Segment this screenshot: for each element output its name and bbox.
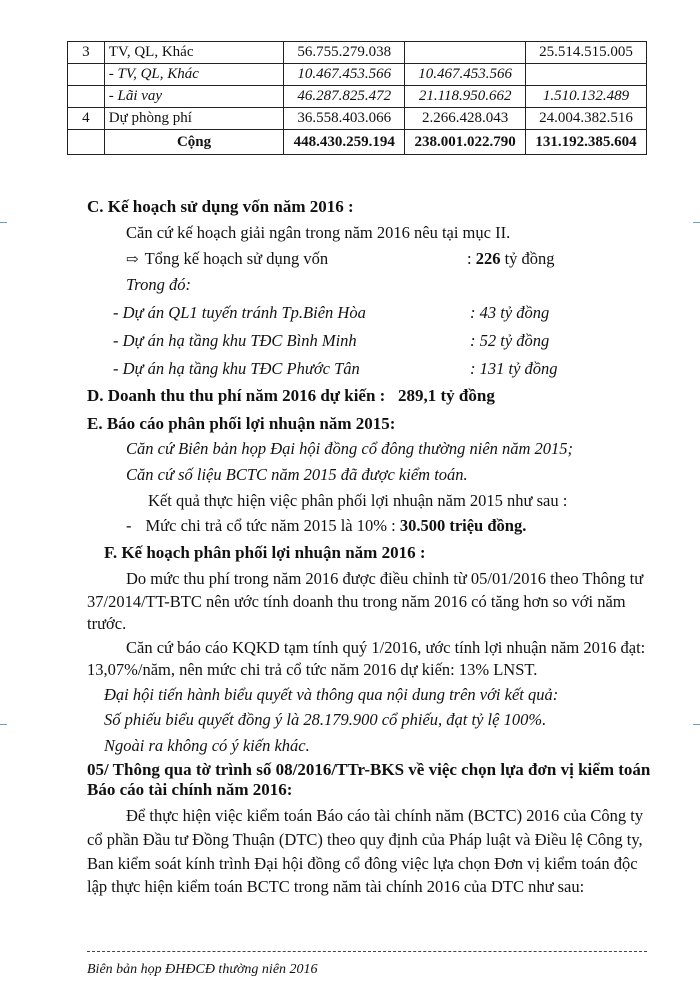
project-label: - Dự án QL1 tuyến tránh Tp.Biên Hòa <box>113 303 366 322</box>
vote-line-3: Ngoài ra không có ý kiến khác. <box>104 736 310 755</box>
row-value-3: 1.510.132.489 <box>526 86 647 108</box>
row-value-3: 24.004.382.516 <box>526 108 647 130</box>
total-value-3: 131.192.385.604 <box>526 130 647 155</box>
table-row <box>68 86 647 108</box>
section-c-intro: Căn cứ kế hoạch giải ngân trong năm 2016 nêu tại mục II. <box>126 223 511 242</box>
scan-edge-mark <box>693 222 700 223</box>
total-value-2: 238.001.022.790 <box>405 130 526 155</box>
row-value-2: 10.467.453.566 <box>405 64 526 86</box>
footer-divider <box>87 951 647 952</box>
total-label-text: Tổng kế hoạch sử dụng vốn <box>144 249 329 268</box>
section-05-heading-line-1: 05/ Thông qua tờ trình số 08/2016/TTr-BKS về việc chọn lựa đơn vị kiểm toán <box>87 760 651 779</box>
row-name: Dự phòng phí <box>104 108 284 130</box>
project-label: - Dự án hạ tầng khu TĐC Bình Minh <box>113 331 357 350</box>
section-f-p2-line-2: 13,07%/năm, nên mức chi trả cổ tức năm 2016 dự kiến: 13% LNST. <box>87 660 538 679</box>
section-c-total-value <box>467 249 555 269</box>
table-row <box>68 64 647 86</box>
section-d-heading: D. Doanh thu thu phí năm 2016 dự kiến : <box>87 386 386 405</box>
section-c-heading: C. Kế hoạch sử dụng vốn năm 2016 : <box>87 197 354 216</box>
row-number <box>68 86 105 108</box>
dividend-amount: 30.500 triệu đồng. <box>399 516 527 535</box>
scan-edge-mark <box>693 724 700 725</box>
section-05-p-line-2: cổ phần Đầu tư Đồng Thuận (DTC) theo quy định của Pháp luật và Điều lệ Công ty, <box>87 830 643 849</box>
project-label: - Dự án hạ tầng khu TĐC Phước Tân <box>113 359 360 378</box>
row-name: - TV, QL, Khác <box>104 64 284 86</box>
total-number <box>68 130 105 155</box>
row-value-1: 46.287.825.472 <box>284 86 405 108</box>
row-number <box>68 64 105 86</box>
row-value-1: 56.755.279.038 <box>284 42 405 64</box>
scan-edge-mark <box>0 222 7 223</box>
project-value: : 52 tỷ đồng <box>470 331 550 350</box>
vote-line-2: Số phiếu biểu quyết đồng ý là 28.179.900 cổ phiếu, đạt tỷ lệ 100%. <box>104 710 547 729</box>
section-c-total-label <box>126 249 328 269</box>
total-value-1: 448.430.259.194 <box>284 130 405 155</box>
total-number: 226 <box>475 249 501 268</box>
row-number: 3 <box>68 42 105 64</box>
budget-table <box>67 41 647 155</box>
vote-line-1: Đại hội tiến hành biểu quyết và thông qua nội dung trên với kết quả: <box>104 685 559 704</box>
section-c-trong-do: Trong đó: <box>126 275 191 294</box>
section-f-p2-line-1: Căn cứ báo cáo KQKD tạm tính quý 1/2016, ước tính lợi nhuận năm 2016 đạt: <box>126 638 646 657</box>
row-value-1: 10.467.453.566 <box>284 64 405 86</box>
total-prefix: : <box>467 249 476 268</box>
section-e-line-3: Kết quả thực hiện việc phân phối lợi nhuận năm 2015 như sau : <box>148 491 568 510</box>
dividend-text: Mức chi trả cổ tức năm 2015 là 10% : <box>145 516 400 535</box>
section-e-line-2: Căn cứ số liệu BCTC năm 2015 đã được kiểm toán. <box>126 465 468 484</box>
table-row <box>68 42 647 64</box>
section-05-p-line-3: Ban kiểm soát kính trình Đại hội đồng cổ đông việc lựa chọn Đơn vị kiểm toán độc <box>87 854 638 873</box>
section-05-p-line-1: Để thực hiện việc kiểm toán Báo cáo tài chính năm (BCTC) 2016 của Công ty <box>126 806 644 825</box>
total-label: Cộng <box>104 130 284 155</box>
row-name: TV, QL, Khác <box>104 42 284 64</box>
row-value-3 <box>526 64 647 86</box>
section-e-dividend <box>126 516 526 536</box>
dividend-dash: - <box>126 516 132 535</box>
table-total-row <box>68 130 647 155</box>
section-e-heading: E. Báo cáo phân phối lợi nhuận năm 2015: <box>87 414 396 433</box>
row-value-1: 36.558.403.066 <box>284 108 405 130</box>
row-name: - Lãi vay <box>104 86 284 108</box>
row-value-2 <box>405 42 526 64</box>
project-value: : 131 tỷ đồng <box>470 359 558 378</box>
section-05-heading-line-2: Báo cáo tài chính năm 2016: <box>87 780 293 799</box>
arrow-right-icon: ⇨ <box>126 252 139 268</box>
total-unit: tỷ đồng <box>500 249 555 268</box>
section-e-line-1: Căn cứ Biên bản họp Đại hội đồng cổ đông thường niên năm 2015; <box>126 439 574 458</box>
section-05-p-line-4: lập thực hiện kiểm toán BCTC trong năm tài chính 2016 của DTC như sau: <box>87 877 585 896</box>
table-row <box>68 108 647 130</box>
row-number: 4 <box>68 108 105 130</box>
section-f-p1-line-1: Do mức thu phí trong năm 2016 được điều chỉnh từ 05/01/2016 theo Thông tư <box>126 569 644 588</box>
scan-edge-mark <box>0 724 7 725</box>
page-footer: Biên bản họp ĐHĐCĐ thường niên 2016 <box>87 962 318 977</box>
section-d-value: 289,1 tỷ đồng <box>398 386 495 405</box>
row-value-2: 21.118.950.662 <box>405 86 526 108</box>
section-f-heading: F. Kế hoạch phân phối lợi nhuận năm 2016 : <box>104 543 426 562</box>
row-value-2: 2.266.428.043 <box>405 108 526 130</box>
project-value: : 43 tỷ đồng <box>470 303 550 322</box>
section-f-p1-line-2: 37/2014/TT-BTC nên ước tính doanh thu trong năm 2016 có tăng hơn so với năm <box>87 592 626 611</box>
section-f-p1-line-3: trước. <box>87 614 127 633</box>
row-value-3: 25.514.515.005 <box>526 42 647 64</box>
